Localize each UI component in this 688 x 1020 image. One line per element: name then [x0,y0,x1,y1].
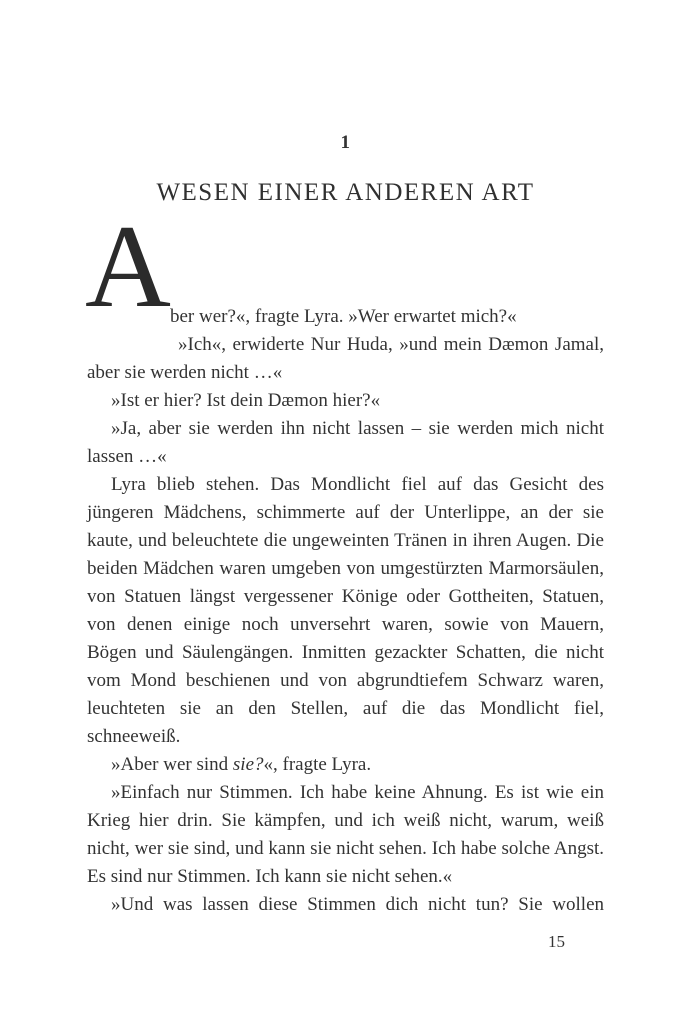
paragraph: Lyra blieb stehen. Das Mondlicht fiel auf das Gesicht des jüngeren Mädchens, schimmerte auf der Unterlippe, an der sie kaute, und beleuchtete die ungeweinten Tränen in ihren Augen. Die beiden Mädchen waren umgeben von umgestürzten Marmorsäulen, von Statuen längst vergessener Könige oder Gottheiten, Statuen, von denen einige noch unversehrt waren, sowie von Mauern, Bögen und Säulengängen. Inmitten gezackter Schatten, die nicht vom Mond beschienen und von abgrundtiefem Schwarz waren, leuchteten sie an den Stellen, auf die das Mondlicht fiel, schneeweiß. [87,474,604,747]
paragraph: »Ja, aber sie werden ihn nicht lassen – sie werden mich nicht lassen …« [87,418,604,467]
drop-cap-letter: A [85,200,171,332]
chapter-number: 1 [340,132,351,153]
drop-cap [85,200,171,359]
paragraph: »Ich«, erwiderte Nur Huda, »und mein Dæmon Jamal, aber sie werden nicht …« [87,334,604,383]
paragraph [87,751,604,779]
page-number: 15 [548,932,565,951]
paragraph: »Einfach nur Stimmen. Ich habe keine Ahnung. Es ist wie ein Krieg hier drin. Sie kämpfen, und ich weiß nicht, warum, weiß nicht, wer sie sind, und kann sie nicht sehen. Ich habe solche Angst. Es sind nur Stimmen. Ich kann sie nicht sehen.« [87,782,604,887]
opening-section [85,200,604,387]
paragraph-text: «, fragte Lyra. [263,754,372,775]
chapter-title: WESEN EINER ANDEREN ART [156,179,535,206]
paragraph: »Und was lassen diese Stimmen dich nicht tun? Sie wollen [111,894,604,915]
body-text [85,200,604,919]
paragraph-text: »Aber wer sind [111,754,233,775]
paragraph: »Ist er hier? Ist dein Dæmon hier?« [111,390,381,411]
paragraph-italic-text: sie? [232,754,264,775]
paragraph: ber wer?«, fragte Lyra. »Wer erwartet mich?« [170,306,517,327]
